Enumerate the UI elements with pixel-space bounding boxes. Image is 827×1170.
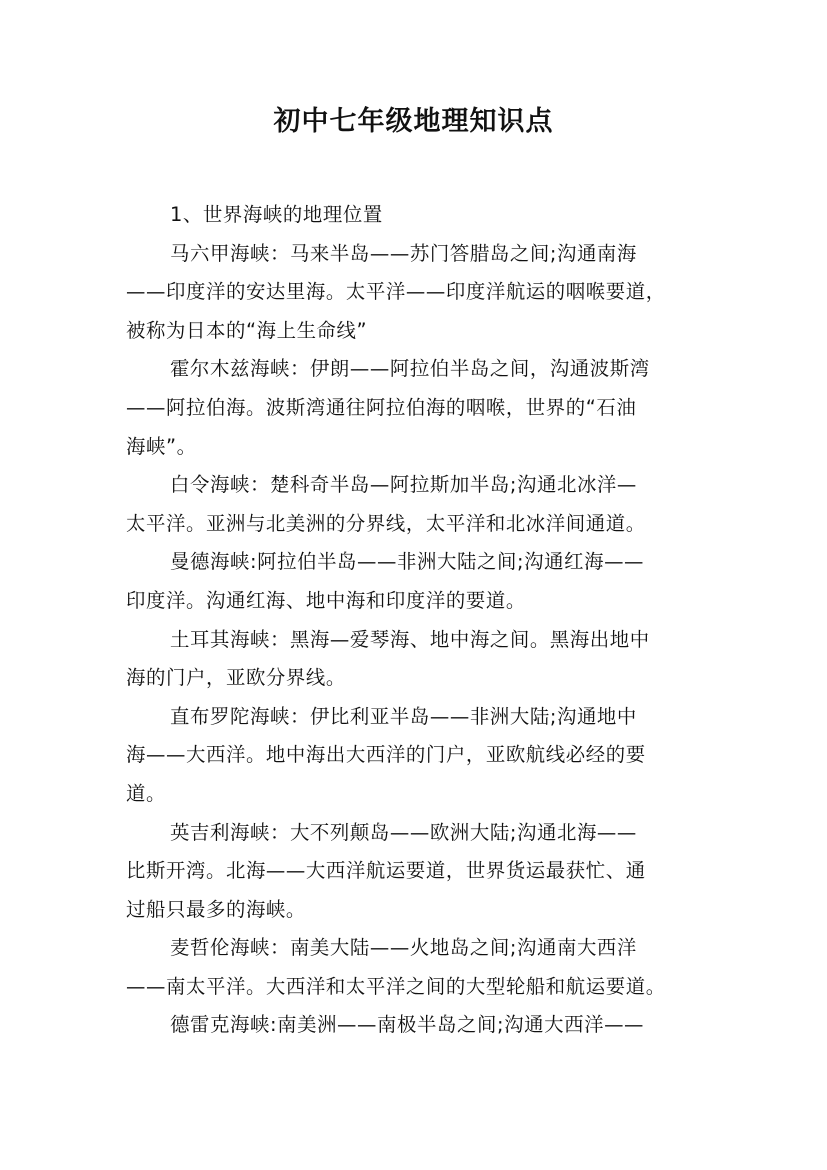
text-line: 白令海峡：楚科奇半岛—阿拉斯加半岛;沟通北冰洋— [170, 473, 637, 497]
text-line: ——阿拉伯海。波斯湾通往阿拉伯海的咽喉，世界的“石油 [126, 395, 637, 419]
text-line: 英吉利海峡：大不列颠岛——欧洲大陆;沟通北海—— [170, 820, 637, 844]
text-line: 道。 [126, 781, 166, 805]
text-line: 印度洋。沟通红海、地中海和印度洋的要道。 [126, 588, 526, 612]
text-line: ——南太平洋。大西洋和太平洋之间的大型轮船和航运要道。 [126, 974, 666, 998]
page-title: 初中七年级地理知识点 [273, 106, 554, 137]
text-line: 被称为日本的“海上生命线” [126, 318, 368, 342]
document-body [126, 196, 704, 1045]
text-line: 德雷克海峡:南美洲——南极半岛之间;沟通大西洋—— [170, 1013, 645, 1037]
text-line: 过船只最多的海峡。 [126, 897, 306, 921]
text-line: 直布罗陀海峡：伊比利亚半岛——非洲大陆;沟通地中 [170, 704, 637, 728]
text-line: 麦哲伦海峡：南美大陆——火地岛之间;沟通南大西洋 [170, 936, 637, 960]
text-line: 太平洋。亚洲与北美洲的分界线，太平洋和北冰洋间通道。 [126, 511, 646, 535]
text-line: 马六甲海峡：马来半岛——苏门答腊岛之间;沟通南海 [170, 241, 637, 265]
text-line: 海峡”。 [126, 434, 197, 458]
text-line: 曼德海峡:阿拉伯半岛——非洲大陆之间;沟通红海—— [170, 550, 645, 574]
text-line: ——印度洋的安达里海。太平洋——印度洋航运的咽喉要道， [126, 280, 666, 304]
text-line: 比斯开湾。北海——大西洋航运要道，世界货运最获忙、通 [126, 859, 646, 883]
text-line: 土耳其海峡：黑海—爱琴海、地中海之间。黑海出地中 [170, 627, 650, 651]
text-line: 霍尔木兹海峡：伊朗——阿拉伯半岛之间，沟通波斯湾 [170, 357, 650, 381]
text-line: 1、世界海峡的地理位置 [170, 203, 383, 226]
text-line: 海——大西洋。地中海出大西洋的门户，亚欧航线必经的要 [126, 743, 646, 767]
text-line: 海的门户，亚欧分界线。 [126, 666, 346, 690]
